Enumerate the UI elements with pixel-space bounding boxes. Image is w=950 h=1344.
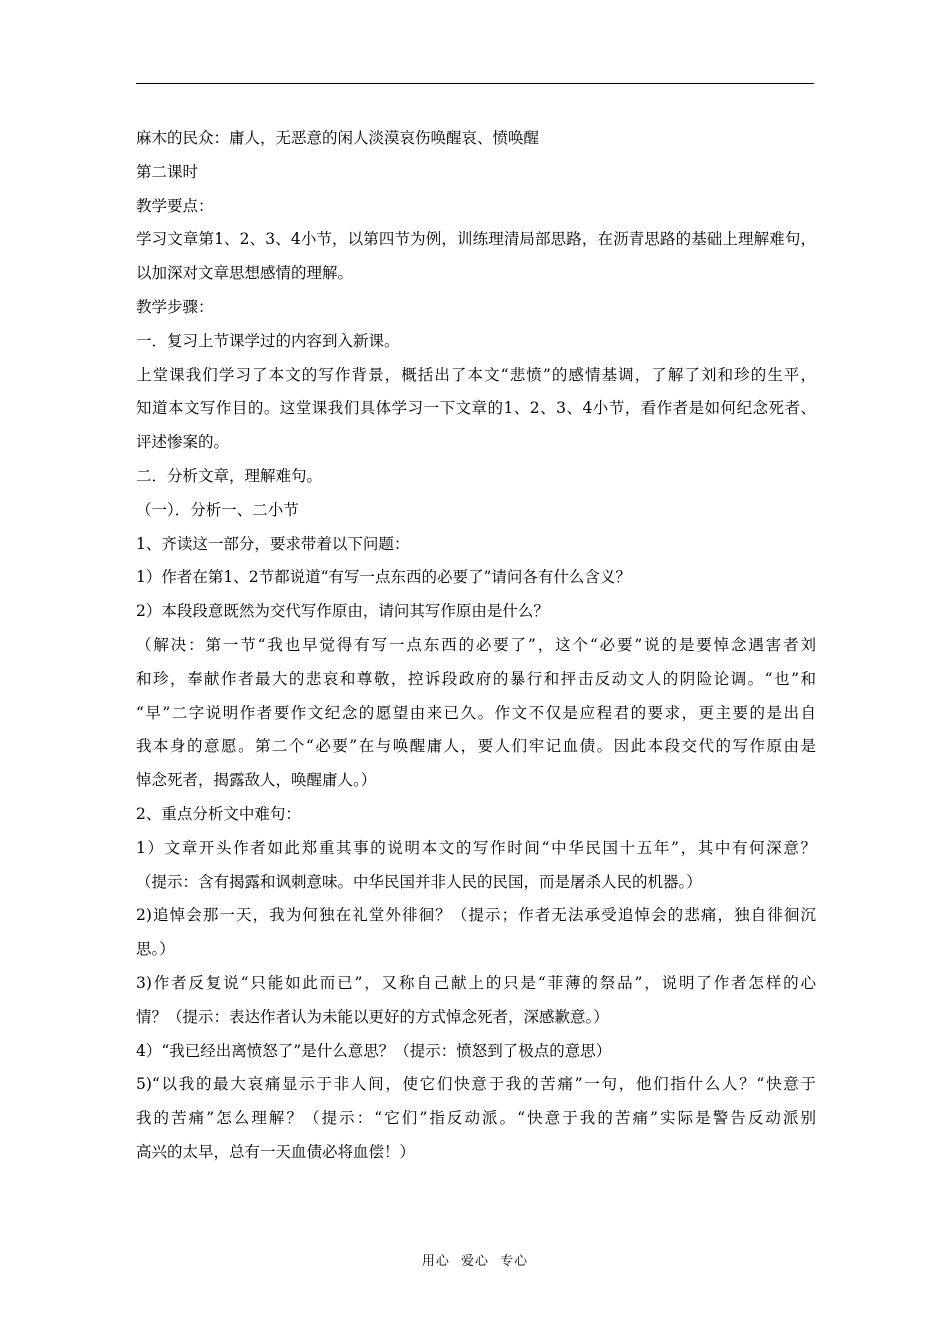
text-line: 4）“我已经出离愤怒了”是什么意思？（提示：愤怒到了极点的意思）	[136, 1041, 612, 1060]
text-line: 3)作者反复说“只能如此而已”，又称自己献上的只是“菲薄的祭品”，说明了作者怎样的心	[136, 973, 816, 992]
text-line: 2）本段段意既然为交代写作原由，请问其写作原由是什么？	[136, 602, 549, 621]
text-line: 悼念死者，揭露敌人，唤醒庸人。）	[136, 771, 377, 790]
text-line: 第二课时	[136, 162, 199, 181]
text-line: 麻木的民众：庸人，无恶意的闲人淡漠哀伤唤醒哀、愤唤醒	[136, 129, 540, 147]
text-line: “早”二字说明作者要作文纪念的愿望由来已久。作文不仅是应程君的要求，更主要的是出自	[136, 703, 816, 722]
text-line: （提示：含有揭露和讽刺意味。中华民国并非人民的民国，而是屠杀人民的机器。）	[136, 872, 702, 891]
header-rule	[136, 83, 814, 84]
text-line: 知道本文写作目的。这堂课我们具体学习一下文章的1、2、3、4小节，看作者是如何纪念死者、	[136, 399, 816, 418]
text-line: 学习文章第1、2、3、4小节，以第四节为例，训练理清局部思路，在沥青思路的基础上理解难句，	[136, 230, 816, 249]
text-line: 高兴的太早，总有一天血债必将血偿！）	[136, 1142, 416, 1161]
text-line: 2、重点分析文中难句：	[136, 804, 301, 823]
text-line: （解决：第一节“我也早觉得有写一点东西的必要了”，这个“必要”说的是要悼念遇害者刘	[136, 635, 816, 654]
text-line: 以加深对文章思想感情的理解。	[136, 264, 354, 283]
text-line: 上堂课我们学习了本文的写作背景，概括出了本文“悲愤”的感情基调，了解了刘和珍的生平，	[136, 365, 816, 384]
page-footer: 用心 爱心 专心	[421, 1254, 529, 1269]
text-line: 和珍，奉献作者最大的悲哀和尊敬，控诉段政府的暴行和抨击反动文人的阴险论调。“也”和	[136, 669, 816, 688]
text-line: 二．分析文章，理解难句。	[136, 466, 323, 485]
text-line: 1）作者在第1、2节都说道“有写一点东西的必要了”请问各有什么含义？	[136, 568, 631, 587]
text-line: 5)“以我的最大哀痛显示于非人间，使它们快意于我的苦痛”一句，他们指什么人？“快意于	[136, 1075, 816, 1094]
text-line: 评述惨案的。	[136, 433, 230, 452]
text-line: 1）文章开头作者如此郑重其事的说明本文的写作时间“中华民国十五年”，其中有何深意？	[136, 838, 816, 857]
text-line: 1、齐读这一部分，要求带着以下问题：	[136, 534, 410, 553]
text-line: 教学要点：	[136, 196, 214, 215]
text-line: 思。）	[136, 940, 175, 959]
text-line: 2)追悼会那一天，我为何独在礼堂外徘徊？（提示；作者无法承受追悼会的悲痛，独自徘徊沉	[136, 906, 816, 925]
text-line: 教学步骤：	[136, 297, 214, 316]
text-line: 我的苦痛”怎么理解？（提示：“它们”指反动派。“快意于我的苦痛”实际是警告反动派别	[136, 1109, 816, 1128]
text-line: （一）．分析一、二小节	[136, 500, 299, 519]
document-body	[136, 122, 816, 1170]
text-line: 我本身的意愿。第二个“必要”在与唤醒庸人，要人们牢记血债。因此本段交代的写作原由是	[136, 737, 816, 756]
text-line: 情？（提示：表达作者认为未能以更好的方式悼念死者，深感歉意。）	[136, 1007, 609, 1026]
text-line: 一．复习上节课学过的内容到入新课。	[136, 331, 400, 350]
